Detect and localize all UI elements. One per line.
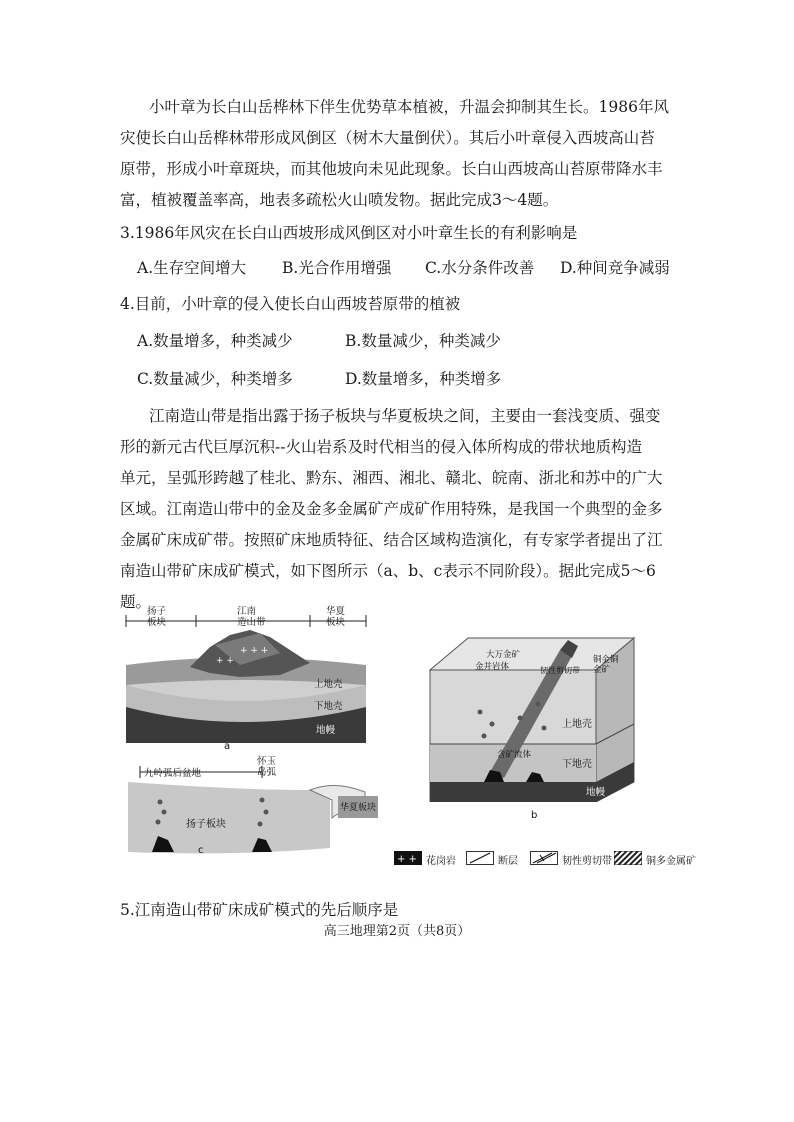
fig-b-label-lower-crust: 下地壳 <box>562 759 592 770</box>
q4-option-c: C.数量减少，种类增多 <box>137 370 293 388</box>
fig-a-label-lower-crust: 下地壳 <box>314 701 343 712</box>
passage1-line4: 富，植被覆盖率高，地表多疏松火山喷发物。据此完成3～4题。 <box>120 191 559 209</box>
passage2-line4: 区域。江南造山带中的金及金多金属矿产成矿作用特殊，是我国一个典型的金多 <box>120 500 663 518</box>
granite-legend-icon <box>394 851 422 865</box>
fig-a-label-upper-crust: 上地壳 <box>314 679 343 690</box>
fault-legend-icon <box>466 851 494 865</box>
passage2-line7: 题。 <box>120 593 152 611</box>
fig-b-label-fluid: 金并岩体 <box>475 662 510 672</box>
passage2-line6: 南造山带矿床成矿模式，如下图所示（a、b、c表示不同阶段）。据此完成5～6 <box>120 562 656 580</box>
svg-text:+ + +: + + + <box>240 646 269 656</box>
passage1-line1: 小叶章为长白山岳桦林下伴生优势草本植被，升温会抑制其生长。1986年风 <box>149 98 669 116</box>
fig-b-label-gold-mine: 大万金矿 <box>486 650 521 660</box>
q3-option-c: C.水分条件改善 <box>425 259 535 277</box>
fig-b-label-lead: 铜金铜 金矿 <box>593 655 619 675</box>
ore-legend-icon <box>614 851 642 865</box>
legend-ore-label: 铜多金属矿 <box>646 856 696 867</box>
fig-a-label-huaxia: 华夏 板块 <box>326 606 346 628</box>
legend-granite-label: 花岗岩 <box>426 856 456 867</box>
legend-shear-label: 韧性剪切带 <box>562 856 612 867</box>
question-3-stem: 3.1986年风灾在长白山西坡形成风倒区对小叶章生长的有利影响是 <box>120 224 578 242</box>
legend-fault-label: 断层 <box>498 856 518 867</box>
q4-option-b: B.数量减少，种类减少 <box>345 332 501 350</box>
passage1-line3: 原带，形成小叶章斑块，而其他坡向未见此现象。长白山西坡高山苔原带降水丰 <box>120 160 663 178</box>
q4-option-d: D.数量增多，种类增多 <box>345 370 502 388</box>
fig-b-label-hydro: 含矿流体 <box>497 750 532 760</box>
fig-a-label-jiangnan: 江南 造山带 <box>237 606 266 628</box>
question-5-stem: 5.江南造山带矿床成矿模式的先后顺序是 <box>120 901 399 919</box>
page-footer: 高三地理第2页（共8页） <box>323 924 471 939</box>
fig-b-label-mantle: 地幔 <box>586 787 606 798</box>
fig-c-caption: c <box>198 845 204 856</box>
fig-a-label-mantle: 地幔 <box>316 725 336 736</box>
fig-c-label-yangzi: 扬子板块 <box>186 819 226 830</box>
fig-a-label-yangzi: 扬子 板块 <box>147 606 167 628</box>
fig-c-label-huaxia: 华夏板块 <box>340 803 377 813</box>
q3-option-d: D.种间竞争减弱 <box>560 259 670 277</box>
question-4-stem: 4.目前，小叶章的侵入使长白山西坡苔原带的植被 <box>120 295 461 313</box>
fig-b-caption: b <box>531 810 538 821</box>
fig-c-label-arc: 怀玉 岛弧 <box>257 756 277 778</box>
passage2-line5: 金属矿床成矿带。按照矿床地质特征、结合区域构造演化，有专家学者提出了江 <box>120 531 663 549</box>
svg-text:+ +: + + <box>397 854 417 865</box>
fig-b-label-upper-crust: 上地壳 <box>562 719 592 730</box>
shear-zone-legend-icon <box>530 851 558 865</box>
fig-c-label-basin: 九岭弧后盆地 <box>144 768 202 779</box>
q3-option-b: B.光合作用增强 <box>282 259 392 277</box>
fig-b-label-shear-zone: 韧性剪切带 <box>540 666 580 675</box>
svg-text:+ +: + + <box>216 656 234 666</box>
q3-option-a: A.生存空间增大 <box>137 259 247 277</box>
passage2-line1: 江南造山带是指出露于扬子板块与华夏板块之间，主要由一套浅变质、强变 <box>149 407 661 425</box>
passage2-line3: 单元，呈弧形跨越了桂北、黔东、湘西、湘北、赣北、皖南、浙北和苏中的广大 <box>120 469 663 487</box>
passage2-line2: 形的新元古代巨厚沉积--火山岩系及时代相当的侵入体所构成的带状地质构造 <box>120 438 642 456</box>
fig-a-caption: a <box>224 741 231 752</box>
q4-option-a: A.数量增多，种类减少 <box>137 332 293 350</box>
passage1-line2: 灾使长白山岳桦林带形成风倒区（树木大量倒伏）。其后小叶章侵入西坡高山苔 <box>120 129 655 147</box>
